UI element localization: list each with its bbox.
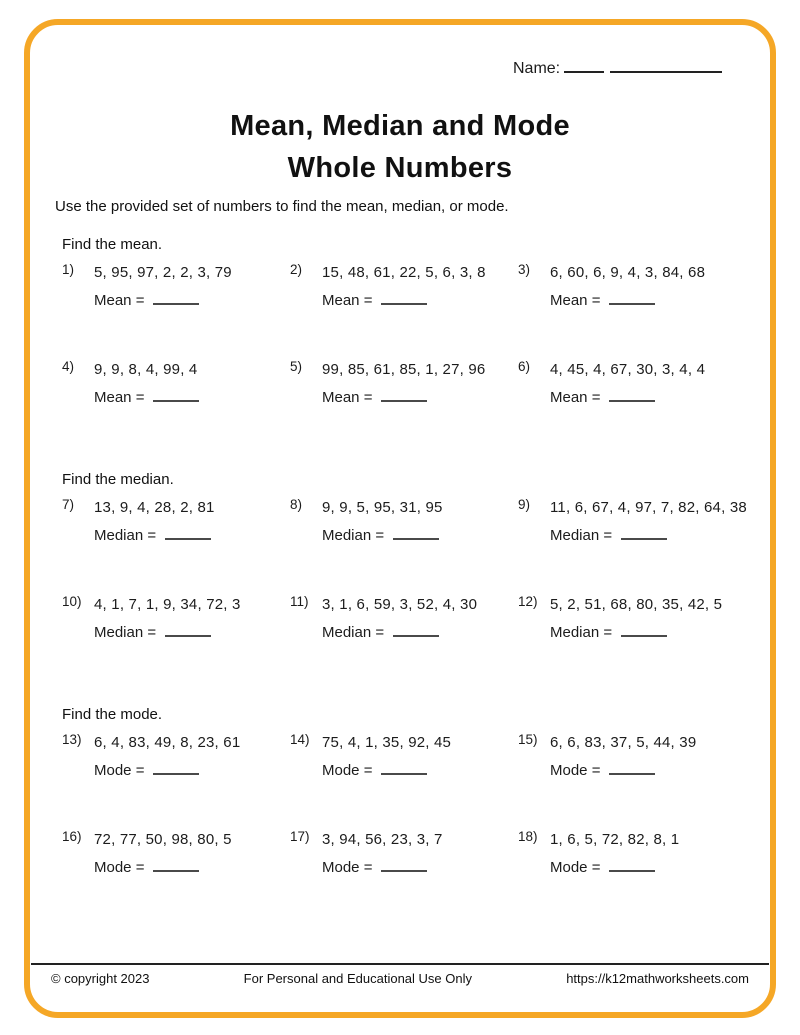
problem-18 bbox=[518, 830, 746, 878]
answer-blank[interactable] bbox=[393, 525, 439, 540]
answer-label: Mean = bbox=[322, 389, 373, 406]
problem-8 bbox=[290, 498, 518, 546]
answer-blank[interactable] bbox=[381, 290, 427, 305]
number-set: 11, 6, 67, 4, 97, 7, 82, 64, 38 bbox=[550, 499, 747, 516]
problem-number: 1) bbox=[62, 262, 75, 277]
problem-3 bbox=[518, 263, 746, 311]
problem-number: 10) bbox=[62, 594, 82, 609]
answer-blank[interactable] bbox=[609, 290, 655, 305]
website-link[interactable]: https://k12mathworksheets.com bbox=[566, 971, 749, 986]
problems-grid bbox=[62, 498, 762, 643]
section-mode bbox=[62, 706, 762, 878]
section-heading: Find the mean. bbox=[62, 236, 163, 253]
title-line-2: Whole Numbers bbox=[287, 152, 513, 184]
answer-label: Mode = bbox=[550, 859, 601, 876]
problem-number: 8) bbox=[290, 497, 303, 512]
answer-blank[interactable] bbox=[153, 857, 199, 872]
number-set: 15, 48, 61, 22, 5, 6, 3, 8 bbox=[322, 264, 486, 281]
answer-label: Mean = bbox=[322, 292, 373, 309]
usage-text: For Personal and Educational Use Only bbox=[243, 971, 473, 986]
number-set: 75, 4, 1, 35, 92, 45 bbox=[322, 734, 452, 751]
instructions-text: Use the provided set of numbers to find the mean, median, or mode. bbox=[55, 198, 509, 215]
problems-grid bbox=[62, 263, 762, 408]
answer-blank[interactable] bbox=[381, 387, 427, 402]
number-set: 13, 9, 4, 28, 2, 81 bbox=[94, 499, 215, 516]
copyright-text: © copyright 2023 bbox=[51, 971, 150, 986]
problem-16 bbox=[62, 830, 290, 878]
problem-12 bbox=[518, 595, 746, 643]
section-mean bbox=[62, 236, 762, 408]
title-line-1: Mean, Median and Mode bbox=[230, 110, 570, 142]
answer-blank[interactable] bbox=[165, 622, 211, 637]
number-set: 9, 9, 5, 95, 31, 95 bbox=[322, 499, 443, 516]
problem-2 bbox=[290, 263, 518, 311]
number-set: 3, 94, 56, 23, 3, 7 bbox=[322, 831, 443, 848]
section-heading: Find the median. bbox=[62, 471, 174, 488]
problem-10 bbox=[62, 595, 290, 643]
problem-number: 12) bbox=[518, 594, 538, 609]
problem-4 bbox=[62, 360, 290, 408]
answer-label: Mode = bbox=[322, 859, 373, 876]
problem-11 bbox=[290, 595, 518, 643]
name-blank[interactable] bbox=[610, 58, 722, 73]
answer-blank[interactable] bbox=[153, 387, 199, 402]
answer-label: Median = bbox=[94, 527, 157, 544]
problem-7 bbox=[62, 498, 290, 546]
answer-label: Mean = bbox=[94, 389, 145, 406]
problem-13 bbox=[62, 733, 290, 781]
problem-number: 5) bbox=[290, 359, 303, 374]
answer-label: Mode = bbox=[94, 859, 145, 876]
answer-label: Median = bbox=[550, 527, 613, 544]
answer-blank[interactable] bbox=[621, 525, 667, 540]
problem-number: 17) bbox=[290, 829, 310, 844]
answer-blank[interactable] bbox=[381, 857, 427, 872]
page-footer bbox=[31, 963, 769, 986]
answer-label: Median = bbox=[94, 624, 157, 641]
answer-blank[interactable] bbox=[381, 760, 427, 775]
answer-label: Mode = bbox=[94, 762, 145, 779]
problem-number: 6) bbox=[518, 359, 531, 374]
problems-grid bbox=[62, 733, 762, 878]
answer-blank[interactable] bbox=[609, 857, 655, 872]
number-set: 72, 77, 50, 98, 80, 5 bbox=[94, 831, 232, 848]
problem-number: 9) bbox=[518, 497, 531, 512]
problem-15 bbox=[518, 733, 746, 781]
answer-blank[interactable] bbox=[153, 290, 199, 305]
answer-blank[interactable] bbox=[609, 387, 655, 402]
answer-label: Median = bbox=[322, 527, 385, 544]
answer-blank[interactable] bbox=[393, 622, 439, 637]
problem-17 bbox=[290, 830, 518, 878]
problem-number: 11) bbox=[290, 594, 309, 609]
problem-number: 2) bbox=[290, 262, 303, 277]
answer-label: Mean = bbox=[94, 292, 145, 309]
problem-5 bbox=[290, 360, 518, 408]
number-set: 4, 45, 4, 67, 30, 3, 4, 4 bbox=[550, 361, 706, 378]
problem-number: 16) bbox=[62, 829, 82, 844]
page-title bbox=[0, 105, 800, 189]
number-set: 99, 85, 61, 85, 1, 27, 96 bbox=[322, 361, 486, 378]
problem-6 bbox=[518, 360, 746, 408]
answer-blank[interactable] bbox=[165, 525, 211, 540]
answer-label: Median = bbox=[322, 624, 385, 641]
section-heading: Find the mode. bbox=[62, 706, 163, 723]
problem-number: 14) bbox=[290, 732, 310, 747]
problems-area bbox=[62, 236, 762, 941]
number-set: 5, 95, 97, 2, 2, 3, 79 bbox=[94, 264, 232, 281]
problem-number: 7) bbox=[62, 497, 75, 512]
answer-label: Mode = bbox=[322, 762, 373, 779]
problem-number: 18) bbox=[518, 829, 538, 844]
problem-number: 3) bbox=[518, 262, 531, 277]
answer-label: Mean = bbox=[550, 292, 601, 309]
problem-number: 4) bbox=[62, 359, 75, 374]
answer-label: Median = bbox=[550, 624, 613, 641]
answer-blank[interactable] bbox=[609, 760, 655, 775]
section-median bbox=[62, 471, 762, 643]
number-set: 3, 1, 6, 59, 3, 52, 4, 30 bbox=[322, 596, 478, 613]
number-set: 6, 6, 83, 37, 5, 44, 39 bbox=[550, 734, 697, 751]
problem-1 bbox=[62, 263, 290, 311]
number-set: 4, 1, 7, 1, 9, 34, 72, 3 bbox=[94, 596, 241, 613]
number-set: 6, 60, 6, 9, 4, 3, 84, 68 bbox=[550, 264, 706, 281]
name-field-row bbox=[513, 58, 722, 78]
name-label: Name: bbox=[513, 60, 561, 77]
number-set: 5, 2, 51, 68, 80, 35, 42, 5 bbox=[550, 596, 723, 613]
name-blank[interactable] bbox=[564, 58, 604, 73]
number-set: 1, 6, 5, 72, 82, 8, 1 bbox=[550, 831, 680, 848]
number-set: 9, 9, 8, 4, 99, 4 bbox=[94, 361, 198, 378]
answer-blank[interactable] bbox=[153, 760, 199, 775]
problem-number: 15) bbox=[518, 732, 538, 747]
number-set: 6, 4, 83, 49, 8, 23, 61 bbox=[94, 734, 241, 751]
answer-label: Mode = bbox=[550, 762, 601, 779]
problem-14 bbox=[290, 733, 518, 781]
answer-label: Mean = bbox=[550, 389, 601, 406]
answer-blank[interactable] bbox=[621, 622, 667, 637]
problem-number: 13) bbox=[62, 732, 82, 747]
problem-9 bbox=[518, 498, 746, 546]
